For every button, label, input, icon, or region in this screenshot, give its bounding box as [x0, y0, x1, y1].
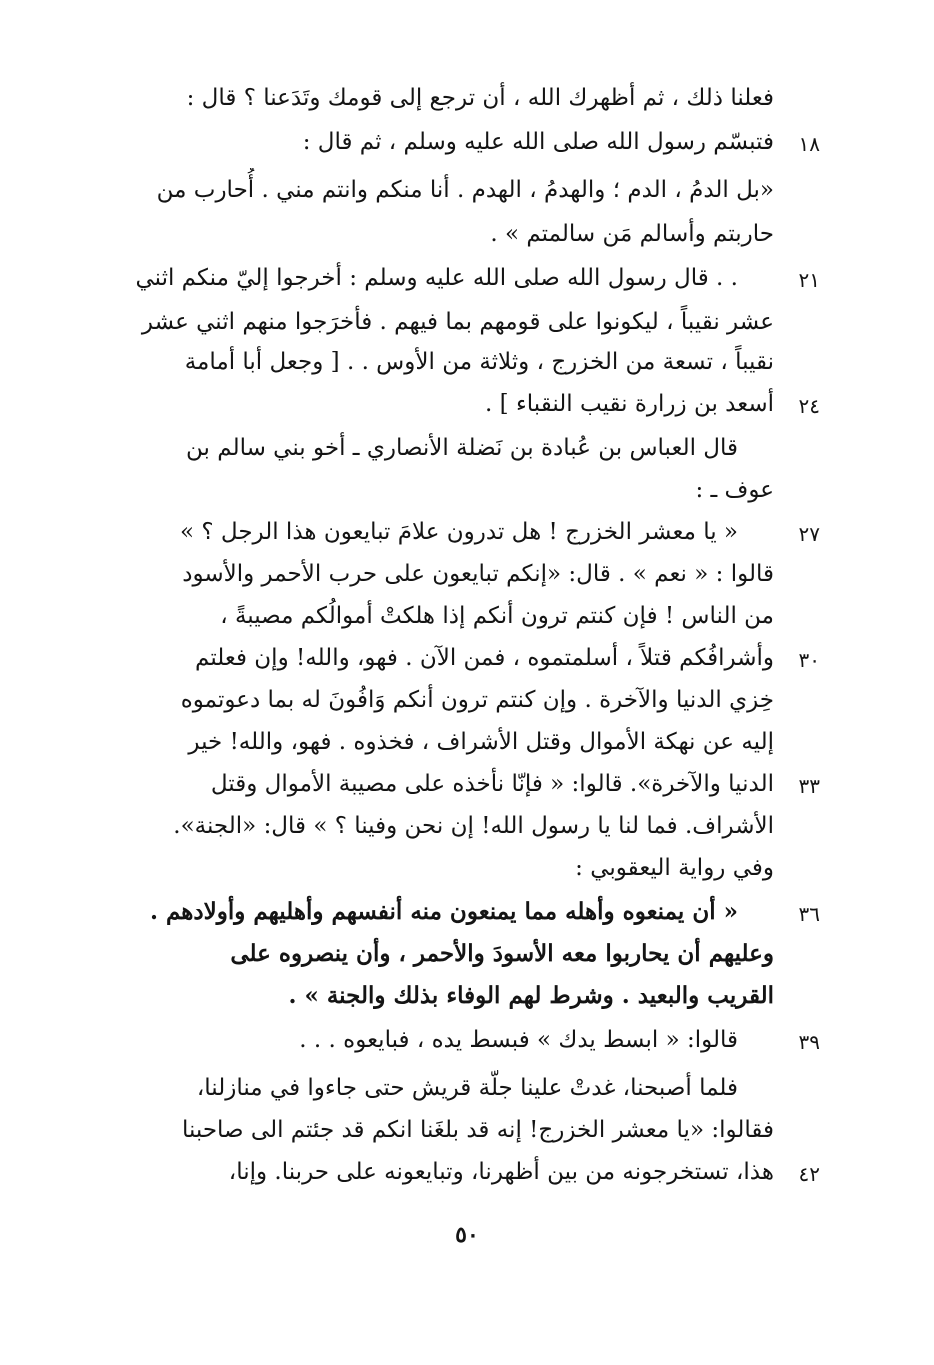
line-text: فتبسّم رسول الله صلى الله عليه وسلم ، ثم قال : [302, 129, 774, 155]
line-text: فلما أصبحنا، غدتْ علينا جلّة قريش حتى جاءوا في منازلنا، [196, 1075, 738, 1101]
line-text: خِزي الدنيا والآخرة . وإن كنتم ترون أنكم وَافُونَ له بما دعوتموه [180, 687, 774, 713]
line-text: قال العباس بن عُبادة بن نَضلة الأنصاري ـ أخو بني سالم بن [186, 435, 738, 461]
line-text: القريب والبعيد . وشرط لهم الوفاء بذلك والجنة » . [288, 982, 774, 1009]
page-number: ٥٠ [455, 1222, 479, 1248]
line-text: وعليهم أن يحاربوا معه الأسودَ والأحمر ، وأن ينصروه على [230, 940, 774, 967]
line-number: ٣٩ [798, 1030, 820, 1054]
line-text: وفي رواية اليعقوبي : [575, 855, 774, 881]
line-text: وأشرافُكم قتلاً ، أسلمتموه ، فمن الآن . فهو، والله! وإن فعلتم [195, 645, 774, 671]
line-number: ٢١ [798, 268, 820, 292]
line-text: نقيباً ، تسعة من الخزرج ، وثلاثة من الأوس . . [ وجعل أبا أمامة [184, 349, 774, 375]
line-text: « أن يمنعوه وأهله مما يمنعون منه أنفسهم وأهليهم وأولادهم . [149, 898, 738, 925]
line-text: الأشراف. فما لنا يا رسول الله! إن نحن وفينا ؟ » قال: «الجنة». [173, 813, 774, 839]
line-text: عوف ـ : [695, 477, 774, 503]
line-number: ٤٢ [798, 1162, 820, 1186]
line-number: ٣٣ [798, 774, 820, 798]
line-number: ٢٤ [798, 394, 820, 418]
line-number: ١٨ [798, 132, 820, 156]
line-text: أسعد بن زرارة نقيب النقباء ] . [485, 391, 774, 417]
line-text: حاربتم وأسالم مَن سالمتم » . [490, 221, 774, 247]
line-text: عشر نقيباً ، ليكونوا على قومهم بما فيهم . فأخرَجوا منهم اثني عشر [141, 309, 774, 335]
line-text: من الناس ! فإن كنتم ترون أنكم إذا هلكتْ أموالُكم مصيبةً ، [220, 603, 774, 629]
line-text: هذا، تستخرجونه من بين أظهرنا، وتبايعونه على حربنا. وإنا، [228, 1159, 774, 1185]
line-text: . . قال رسول الله صلى الله عليه وسلم : أخرجوا إليّ منكم اثني [135, 265, 738, 291]
line-text: فقالوا: «يا معشر الخزرج! إنه قد بلغَنا انكم قد جئتم الى صاحبنا [181, 1117, 774, 1143]
line-text: إليه عن نهكة الأموال وقتل الأشراف ، فخذوه . فهو، والله! خير [188, 729, 774, 755]
line-text: قالوا : « نعم » . قال: «إنكم تبايعون على حرب الأحمر والأسود [182, 561, 774, 587]
line-number: ٣٦ [798, 902, 820, 926]
line-text: قالوا: « ابسط يدك » فبسط يده ، فبايعوه . . . [299, 1027, 738, 1053]
line-number: ٢٧ [798, 522, 820, 546]
line-text: « يا معشر الخزرج ! هل تدرون علامَ تبايعون هذا الرجل ؟ » [180, 519, 738, 545]
line-number: ٣٠ [798, 648, 820, 672]
line-text: «بل الدمُ ، الدم ؛ والهدمُ ، الهدم . أنا منكم وانتم مني . أُحارب من [156, 177, 774, 203]
line-text: فعلنا ذلك ، ثم أظهرك الله ، أن ترجع إلى قومك وتَدَعنا ؟ قال : [186, 85, 774, 111]
line-text: الدنيا والآخرة». قالوا: « فإنّا نأخذه على مصيبة الأموال وقتل [210, 771, 774, 797]
